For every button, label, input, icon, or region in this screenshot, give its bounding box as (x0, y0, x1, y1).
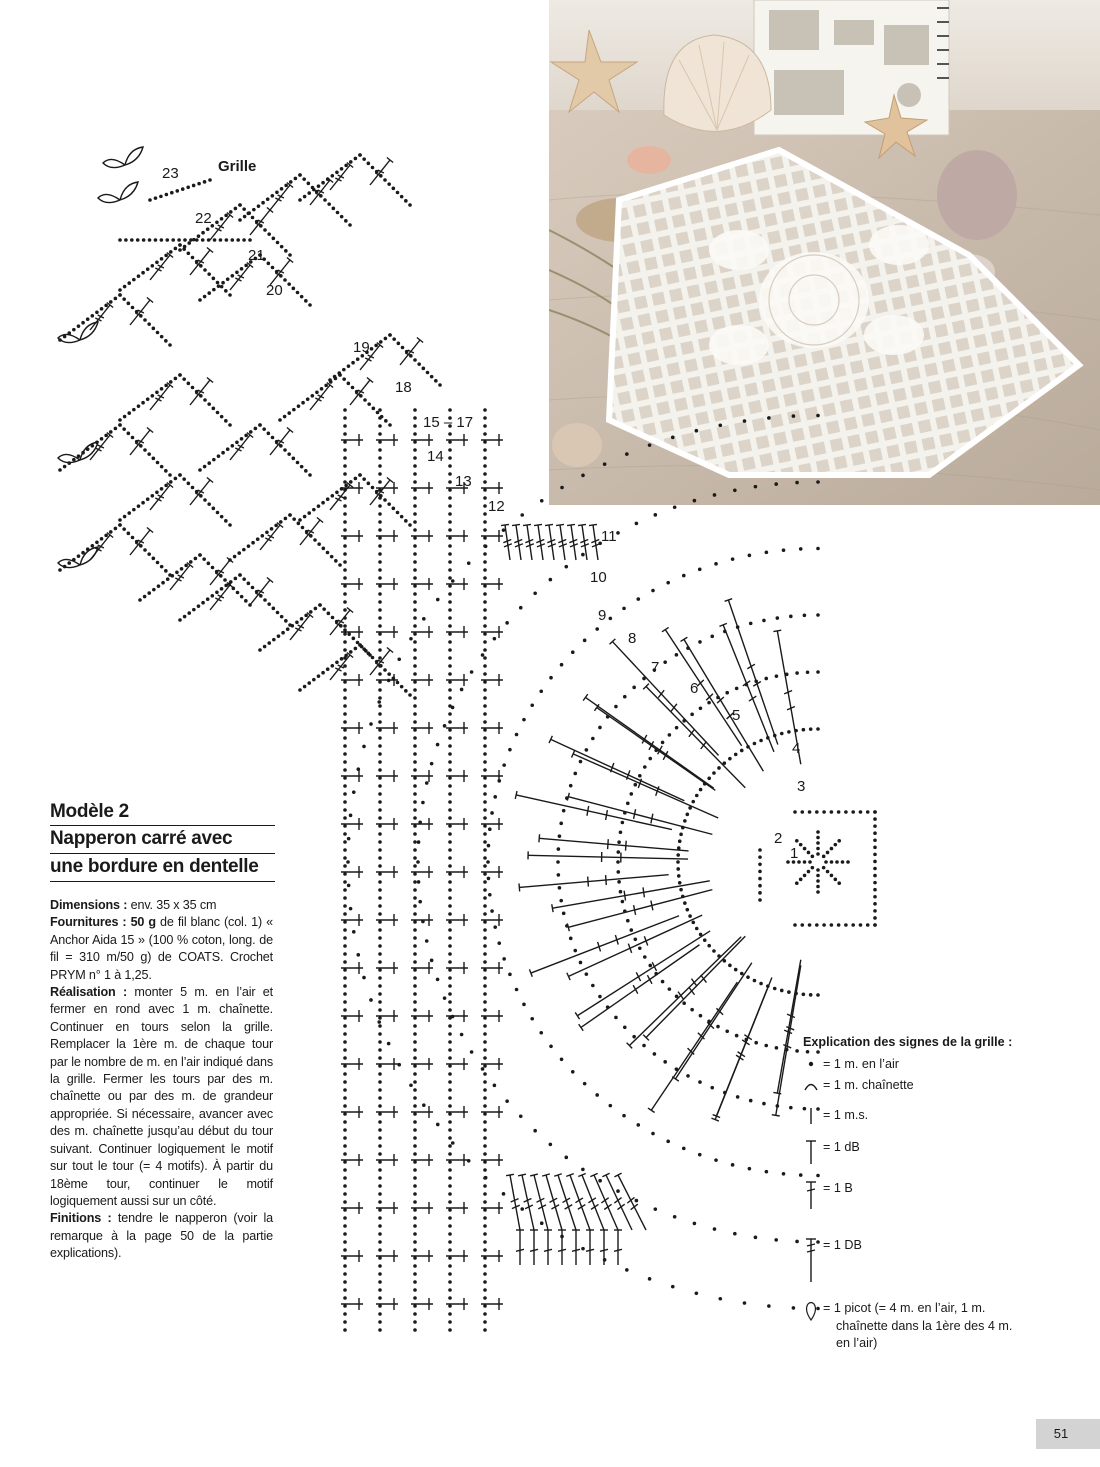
round-number: 3 (797, 778, 806, 795)
model-number: Modèle 2 (50, 800, 275, 826)
half-double-icon (803, 1139, 819, 1165)
legend-title: Explication des signes de la grille : (803, 1035, 1013, 1049)
legend-text: = 1 B (823, 1181, 853, 1195)
legend-text: = 1 DB (823, 1238, 862, 1252)
chart-label: Grille (218, 158, 257, 175)
round-number: 15 – 17 (423, 414, 474, 431)
supplies-paragraph (50, 914, 273, 984)
slip-stitch-arc-icon (803, 1077, 819, 1093)
dimensions-label: Dimensions : (50, 898, 128, 912)
supplies-text: de fil blanc (col. 1) « Anchor Aida 15 » (100 % coton, long. de fil = 310 m/50 g) de COATS. Crochet PRYM n° 1 à 1,25. (50, 915, 273, 982)
chain-dot-icon (803, 1056, 819, 1072)
method-label: Réalisation : (50, 985, 127, 1000)
page-number: 51 (1053, 1426, 1069, 1441)
legend-text: = 1 dB (823, 1140, 860, 1154)
round-number: 2 (774, 830, 783, 847)
round-number: 12 (488, 498, 505, 515)
pattern-heading (50, 800, 275, 882)
legend-text: = 1 picot (= 4 m. en l’air, 1 m. (823, 1301, 986, 1315)
single-crochet-icon (803, 1107, 819, 1127)
instructions-text (50, 897, 273, 1263)
finishing-text: tendre le napperon (voir la remarque à la page 50 de la partie explications). (50, 1211, 273, 1261)
chart-legend (803, 1034, 1083, 1350)
round-number: 20 (266, 282, 283, 299)
pattern-title-line1: Napperon carré avec (50, 826, 275, 854)
legend-text: = 1 m.s. (823, 1108, 869, 1122)
round-number: 4 (792, 740, 801, 757)
round-number: 13 (455, 473, 472, 490)
finishing-paragraph (50, 1210, 273, 1262)
round-number: 21 (248, 247, 265, 264)
finishing-label: Finitions : (50, 1211, 112, 1226)
dimensions-value: env. 35 x 35 cm (127, 898, 217, 912)
pattern-title-line2: une bordure en dentelle (50, 854, 275, 882)
round-number: 11 (601, 528, 617, 545)
round-number: 18 (395, 379, 412, 396)
method-paragraph (50, 984, 273, 1210)
round-number: 5 (732, 707, 741, 724)
method-text: monter 5 m. en l’air et fermer en rond avec 1 m. chaînette. Continuer en tours selon la grille. Remplacer la 1ère m. de chaque tour par le nombre de m. en l’air indiqué dans la grille. Fermer les tours par des m. chaînette ou par des m. de grandeur appropriée. Si nécessaire, avancer avec des m. chaînette jusqu’au début du tour suivant. Continuer logiquement le motif sur tout le tour (= 4 motifs). À partir du 18ème tour, continuer le motif logiquement aussi sur un côté. (50, 985, 273, 1208)
round-number: 6 (690, 680, 699, 697)
round-number: 19 (353, 339, 370, 356)
round-number: 8 (628, 630, 637, 647)
round-number: 14 (427, 448, 444, 465)
round-number: 9 (598, 607, 607, 624)
supplies-label: Fournitures : (50, 915, 127, 930)
round-number: 10 (590, 569, 607, 586)
round-number: 1 (790, 845, 799, 862)
legend-text-cont: en l’air) (836, 1336, 878, 1350)
double-crochet-icon (803, 1180, 819, 1210)
round-number: 7 (651, 659, 660, 676)
legend-text: = 1 m. chaînette (823, 1078, 914, 1092)
treble-crochet-icon (803, 1237, 819, 1283)
legend-text-cont: chaînette dans la 1ère des 4 m. (836, 1319, 1013, 1333)
picot-icon (803, 1300, 819, 1322)
supplies-weight: 50 g (126, 915, 156, 930)
legend-text: = 1 m. en l’air (823, 1057, 899, 1071)
round-number: 23 (162, 165, 179, 182)
dimensions-paragraph (50, 897, 273, 914)
round-number: 22 (195, 210, 212, 227)
